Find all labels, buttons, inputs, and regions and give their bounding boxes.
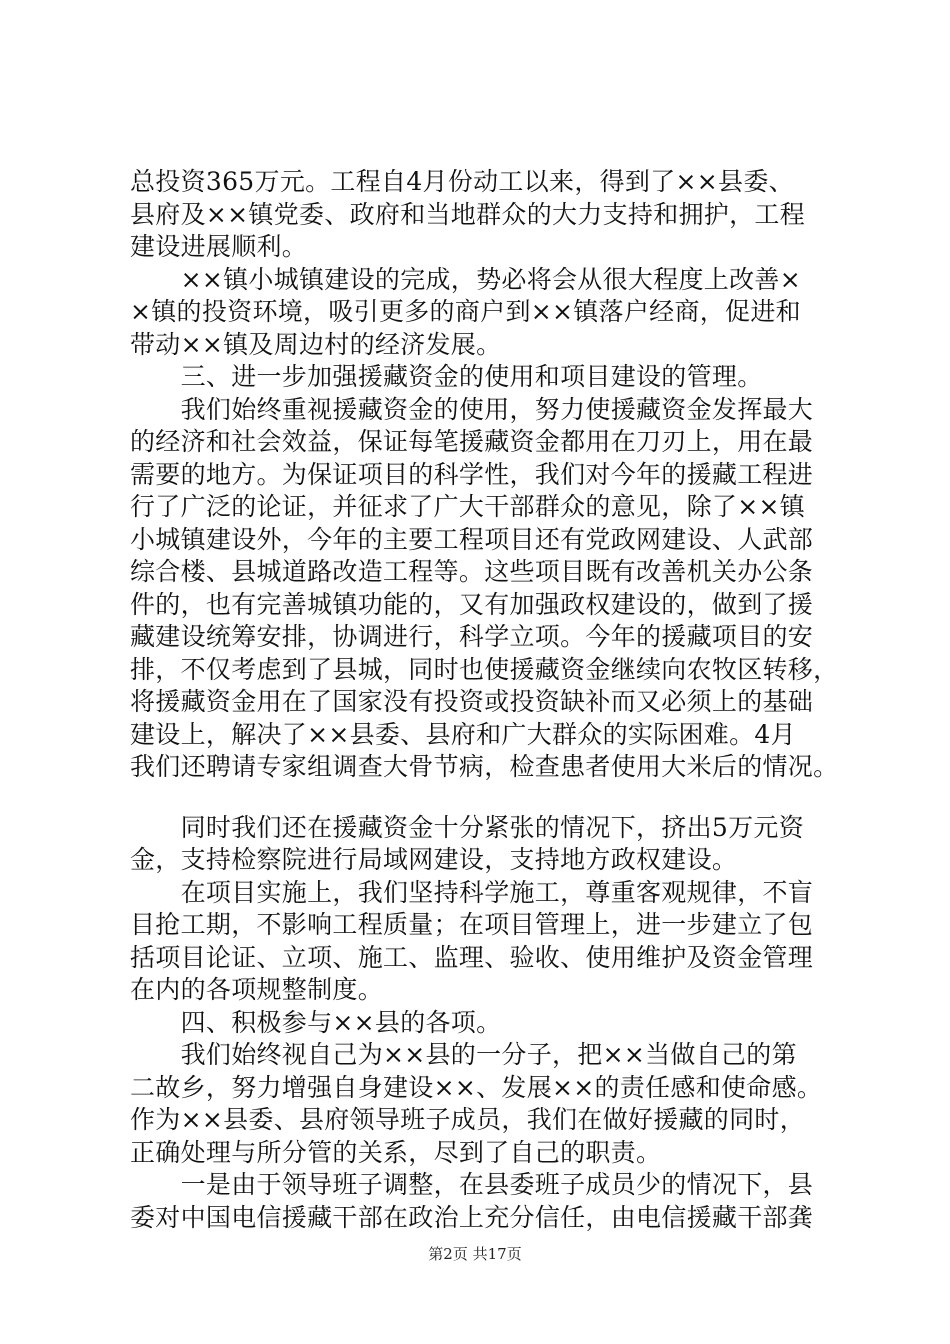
text-line: 建设进展顺利。: [130, 232, 308, 261]
section-heading-3: 三、进一步加强援藏资金的使用和项目建设的管理。: [130, 362, 763, 391]
text-line: ×镇的投资环境，吸引更多的商户到××镇落户经商，促进和: [130, 297, 801, 326]
text-line: 二故乡，努力增强自身建设××、发展××的责任感和使命感。: [130, 1072, 823, 1102]
text-line: 我们始终重视援藏资金的使用，努力使援藏资金发挥最大: [130, 394, 814, 424]
text-line: 将援藏资金用在了国家没有投资或投资缺补而又必须上的基础: [130, 687, 814, 716]
text-line: 综合楼、县城道路改造工程等。这些项目既有改善机关办公条: [130, 557, 814, 586]
text-line: 金，支持检察院进行局域网建设，支持地方政权建设。: [130, 845, 738, 874]
text-line: 排，不仅考虑到了县城，同时也使援藏资金继续向农牧区转移，: [130, 654, 839, 684]
text-line: 在内的各项规整制度。: [130, 975, 384, 1004]
text-line: 我们始终视自己为××县的一分子，把××当做自己的第: [130, 1040, 797, 1069]
text-line: 带动××镇及周边村的经济发展。: [130, 329, 502, 359]
text-line: 行了广泛的论证，并征求了广大干部群众的意见，除了××镇: [130, 492, 805, 521]
text-line: 作为××县委、县府领导班子成员，我们在做好援藏的同时，: [130, 1105, 805, 1134]
text-line: 正确处理与所分管的关系，尽到了自己的职责。: [130, 1137, 662, 1167]
text-line: 需要的地方。为保证项目的科学性，我们对今年的援藏工程进: [130, 459, 814, 489]
blank-line: [130, 784, 840, 812]
text-line: 县府及××镇党委、政府和当地群众的大力支持和拥护，工程: [130, 199, 805, 229]
text-line: 总投资365万元。工程自4月份动工以来，得到了××县委、: [130, 167, 794, 196]
text-line: 一是由于领导班子调整，在县委班子成员少的情况下，县: [130, 1170, 814, 1199]
text-line: 我们还聘请专家组调查大骨节病，检查患者使用大米后的情况。: [130, 752, 839, 781]
text-line: 建设上，解决了××县委、县府和广大群众的实际困难。4月: [130, 719, 796, 749]
text-line: 件的，也有完善城镇功能的，又有加强政权建设的，做到了援: [130, 589, 814, 619]
text-line: ××镇小城镇建设的完成，势必将会从很大程度上改善×: [130, 264, 801, 294]
page-footer: [0, 1243, 950, 1264]
page-number: 第2页 共17页: [428, 1245, 522, 1263]
section-heading-4: 四、积极参与××县的各项。: [130, 1007, 502, 1037]
text-line: 小城镇建设外，今年的主要工程项目还有党政网建设、人武部: [130, 524, 814, 554]
text-line: 的经济和社会效益，保证每笔援藏资金都用在刀刃上，用在最: [130, 427, 814, 456]
text-line: 括项目论证、立项、施工、监理、验收、使用维护及资金管理: [130, 942, 814, 972]
text-line: 委对中国电信援藏干部在政治上充分信任，由电信援藏干部龚: [130, 1202, 814, 1232]
text-line: 目抢工期，不影响工程质量；在项目管理上，进一步建立了包: [130, 910, 814, 939]
text-line: 在项目实施上，我们坚持科学施工，尊重客观规律，不盲: [130, 877, 814, 907]
document-body: [130, 166, 840, 1234]
text-line: 同时我们还在援藏资金十分紧张的情况下，挤出5万元资: [130, 812, 805, 842]
text-line: 藏建设统筹安排，协调进行，科学立项。今年的援藏项目的安: [130, 622, 814, 651]
